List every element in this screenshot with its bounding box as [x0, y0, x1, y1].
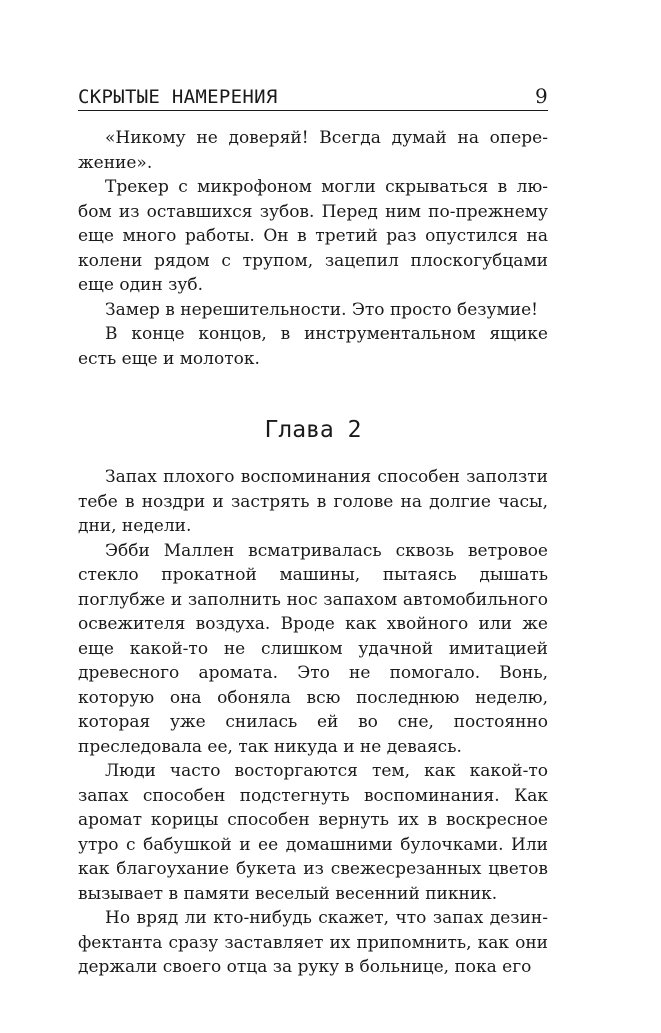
paragraph: Но вряд ли кто-нибудь скажет, что запах дезинфектанта сразу заставляет их припомнить, как они держали своего отца за руку в больнице, пока его	[78, 908, 548, 977]
paragraph: Замер в нерешительности. Это просто безумие!	[105, 299, 538, 320]
paragraph: В конце концов, в инструментальном ящике есть еще и молоток.	[78, 324, 548, 369]
paragraph: Люди часто восторгаются тем, как какой-то запах способен подстегнуть воспоминания. Как аромат корицы способен вернуть их в воскресное утро с бабушкой и ее домашними булочками. Или как благоухание букета из свежесрезанных цветов вызывает в памяти веселый весенний пикник.	[78, 761, 548, 904]
paragraph: «Никому не доверяй! Всегда думай на опережение».	[78, 128, 548, 173]
chapter-heading: Глава 2	[264, 417, 362, 443]
page-body	[78, 126, 548, 980]
running-header	[78, 82, 548, 111]
page-number: 9	[534, 84, 548, 108]
paragraph: Эбби Маллен всматривалась сквозь ветровое стекло прокатной машины, пытаясь дышать поглубже и заполнить нос запахом автомобильного освежителя воздуха. Вроде как хвойного или же еще какой-то не слишком удачной имитацией древесного аромата. Это не помогало. Вонь, которую она обоняла всю последнюю неделю, которая уже снилась ей во сне, постоянно преследовала ее, так никуда и не деваясь.	[78, 540, 548, 757]
book-title: СКРЫТЫЕ НАМЕРЕНИЯ	[78, 86, 278, 108]
paragraph: Трекер с микрофоном могли скрываться в любом из оставшихся зубов. Перед ним по-прежнему еще много работы. Он в третий раз опустился на колени рядом с трупом, зацепил плоскогубцами еще один зуб.	[78, 177, 548, 295]
paragraph: Запах плохого воспоминания способен заползти тебе в ноздри и застрять в голове на долгие часы, дни, недели.	[78, 467, 548, 536]
book-page	[78, 82, 548, 980]
